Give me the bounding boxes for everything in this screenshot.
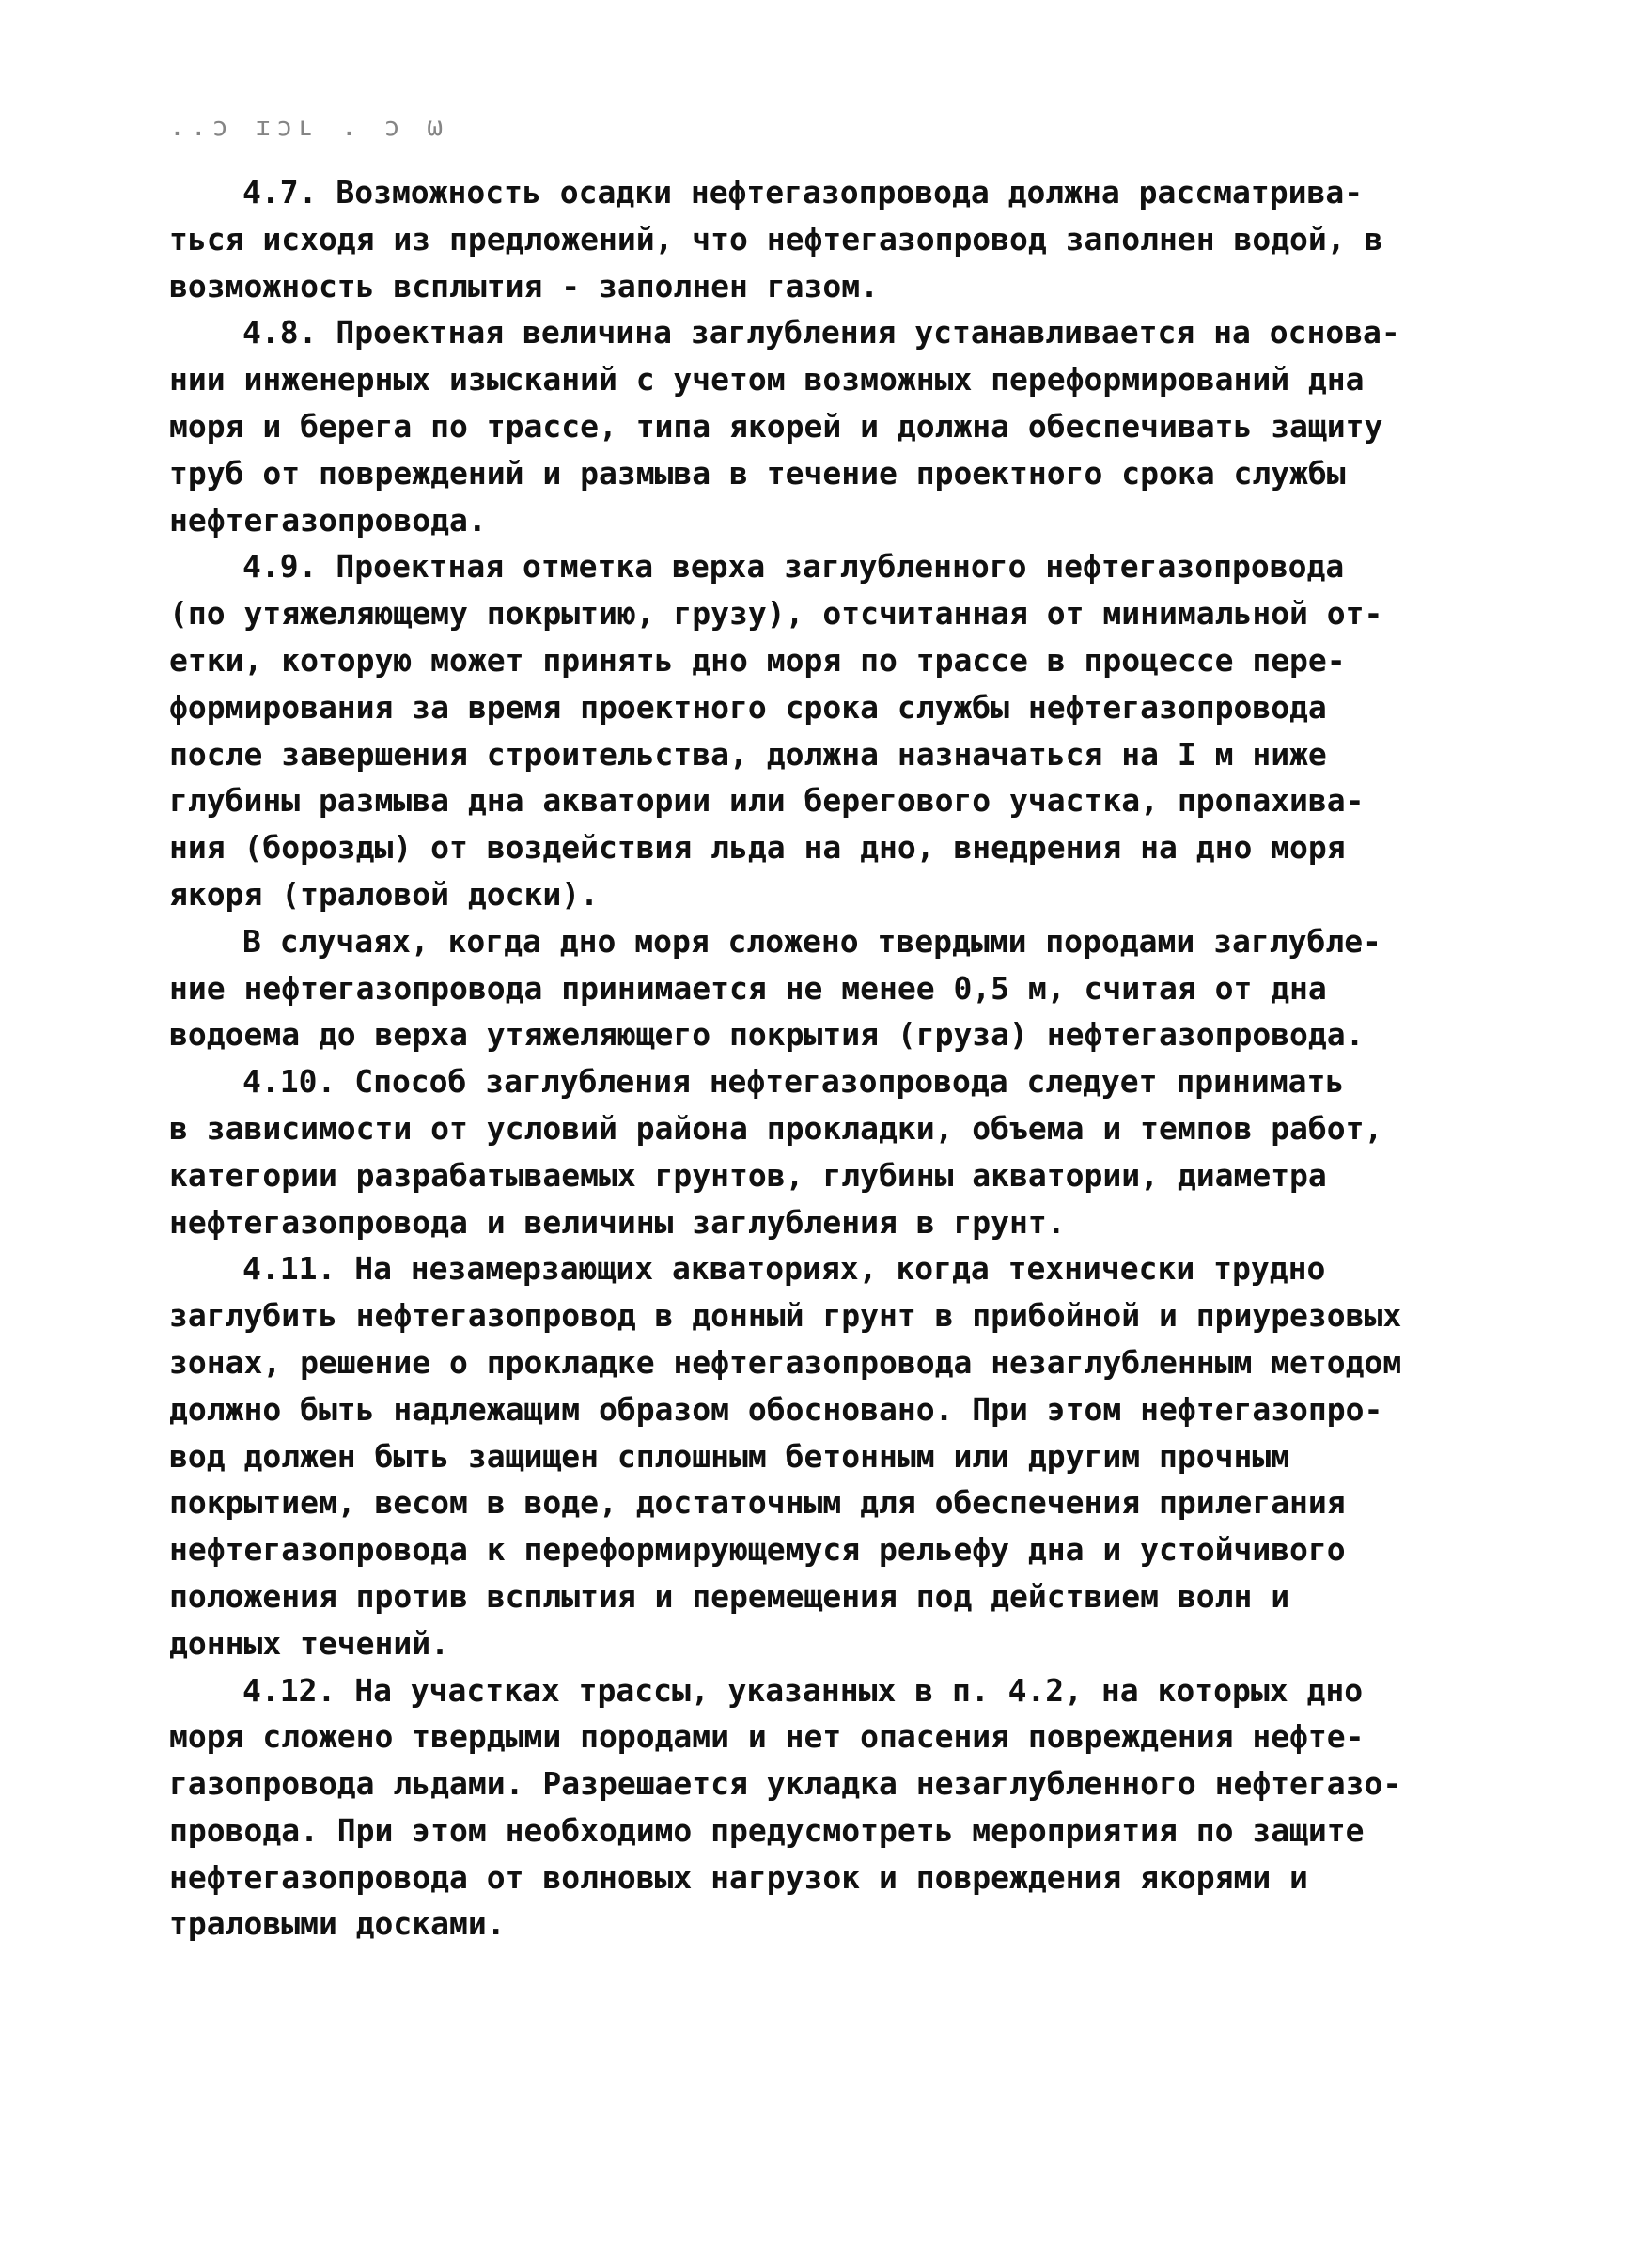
text-line: возможность всплытия - заполнен газом. (169, 267, 879, 305)
text-line: должно быть надлежащим образом обосновано. При этом нефтегазопро- (169, 1390, 1383, 1428)
page-header-fragment: ..ɔ ɪɔʟ . ɔ ω (169, 111, 449, 142)
text-line: моря сложено твердыми породами и нет опасения повреждения нефте- (169, 1718, 1365, 1756)
document-body (169, 169, 1485, 1947)
text-line: В случаях, когда дно моря сложено твердыми породами заглубле- (242, 922, 1381, 960)
text-line: моря и берега по трассе, типа якорей и должна обеспечивать защиту (169, 407, 1383, 445)
text-line: глубины размыва дна акватории или берегового участка, пропахива- (169, 782, 1365, 820)
text-line: положения против всплытия и перемещения под действием волн и (169, 1577, 1290, 1615)
text-line: ться исходя из предложений, что нефтегазопровод заполнен водой, в (169, 220, 1383, 258)
text-line: газопровода льдами. Разрешается укладка незаглубленного нефтегазо- (169, 1765, 1402, 1803)
text-line: 4.10. Способ заглубления нефтегазопровода следует принимать (242, 1063, 1345, 1101)
text-line: етки, которую может принять дно моря по трассе в процессе пере- (169, 641, 1346, 679)
text-line: траловыми досками. (169, 1905, 506, 1943)
text-line: нефтегазопровода и величины заглубления в грунт. (169, 1203, 1066, 1241)
text-line: нефтегазопровода к переформирующемуся рельефу дна и устойчивого (169, 1531, 1346, 1569)
text-line: 4.11. На незамерзающих акваториях, когда технически трудно (242, 1250, 1326, 1288)
text-line: 4.8. Проектная величина заглубления устанавливается на основа- (242, 314, 1400, 352)
text-line: 4.7. Возможность осадки нефтегазопровода должна рассматрива- (242, 174, 1364, 211)
text-line: покрытием, весом в воде, достаточным для обеспечения прилегания (169, 1484, 1346, 1522)
text-line: 4.12. На участках трассы, указанных в п. 4.2, на которых дно (242, 1671, 1364, 1709)
text-line: ние нефтегазопровода принимается не менее 0,5 м, считая от дна (169, 969, 1327, 1007)
text-line: труб от повреждений и размыва в течение проектного срока службы (169, 454, 1346, 492)
text-line: вод должен быть защищен сплошным бетонным или другим прочным (169, 1437, 1290, 1475)
text-line: в зависимости от условий района прокладки, объема и темпов работ, (169, 1109, 1383, 1147)
text-line: нефтегазопровода. (169, 501, 487, 539)
text-line: после завершения строительства, должна назначаться на I м ниже (169, 735, 1327, 773)
text-line: провода. При этом необходимо предусмотреть мероприятия по защите (169, 1811, 1365, 1849)
text-line: ния (борозды) от воздействия льда на дно, внедрения на дно моря (169, 829, 1346, 867)
text-line: зонах, решение о прокладке нефтегазопровода незаглубленным методом (169, 1343, 1402, 1381)
text-line: заглубить нефтегазопровод в донный грунт в прибойной и приурезовых (169, 1297, 1402, 1335)
text-line: нии инженерных изысканий с учетом возможных переформирований дна (169, 361, 1365, 399)
text-line: (по утяжеляющему покрытию, грузу), отсчитанная от минимальной от- (169, 595, 1383, 633)
text-line: категории разрабатываемых грунтов, глубины акватории, диаметра (169, 1156, 1327, 1194)
text-line: нефтегазопровода от волновых нагрузок и повреждения якорями и (169, 1858, 1308, 1896)
text-line: водоема до верха утяжеляющего покрытия (груза) нефтегазопровода. (169, 1016, 1365, 1054)
text-line: донных течений. (169, 1624, 450, 1662)
text-line: якоря (траловой доски). (169, 875, 599, 913)
text-line: формирования за время проектного срока службы нефтегазопровода (169, 688, 1327, 726)
text-line: 4.9. Проектная отметка верха заглубленного нефтегазопровода (242, 548, 1345, 586)
